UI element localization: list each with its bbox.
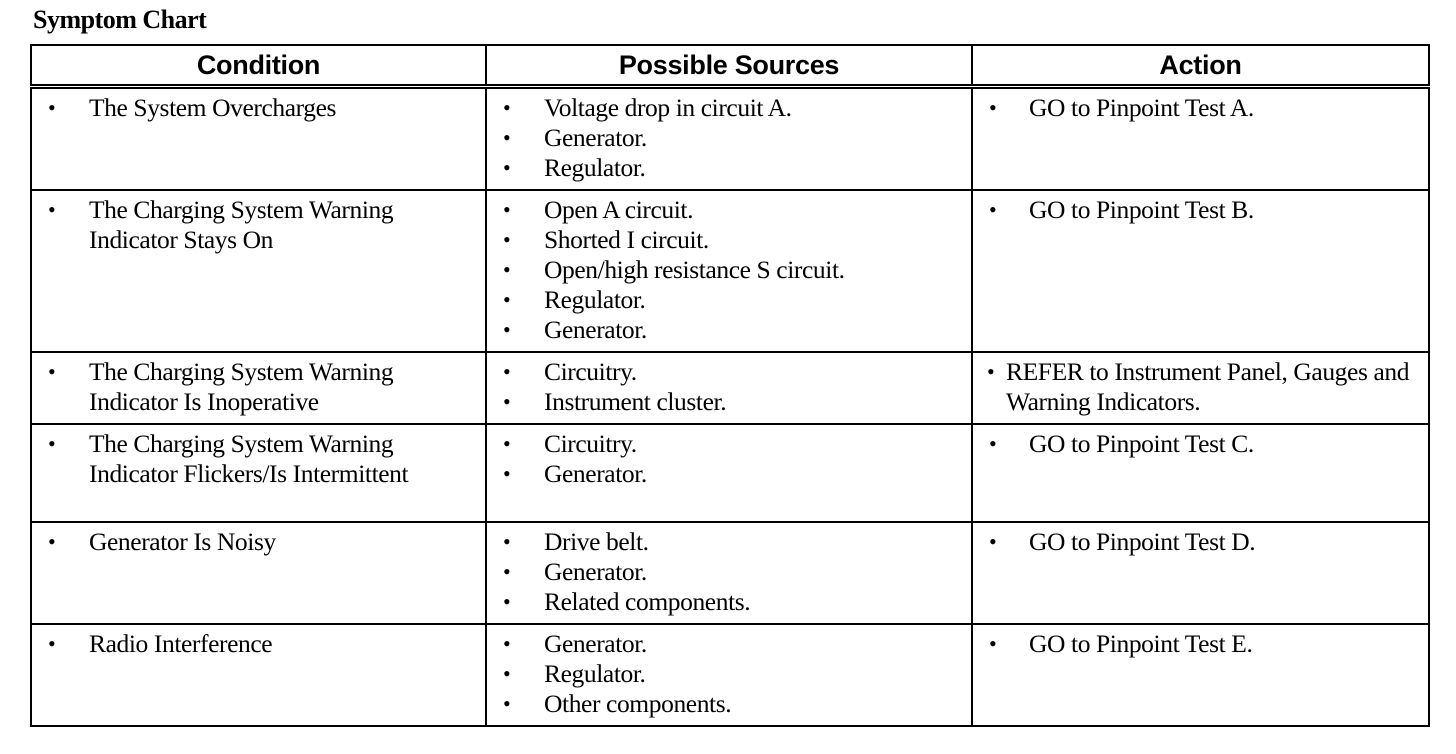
bullet-icon: •	[503, 197, 511, 222]
action-text: • GO to Pinpoint Test B.	[989, 195, 1254, 224]
symptom-table	[30, 44, 1430, 727]
bullet-icon: •	[503, 317, 511, 342]
bullet-icon: •	[503, 287, 511, 312]
table-row	[31, 624, 1429, 726]
source-item: • Circuitry.	[503, 429, 637, 458]
condition-cell	[31, 352, 486, 424]
bullet-icon: •	[48, 197, 56, 222]
condition-cell	[31, 190, 486, 352]
column-header-condition: Condition	[31, 45, 486, 87]
table-row	[31, 190, 1429, 352]
column-header-action: Action	[972, 45, 1429, 87]
table-header-row	[31, 45, 1429, 87]
condition-text: • Generator Is Noisy	[48, 527, 276, 556]
action-text: • GO to Pinpoint Test E.	[989, 629, 1253, 658]
condition-text: • The Charging System Warning Indicator Stays On	[48, 195, 394, 254]
table-row	[31, 352, 1429, 424]
column-header-possible-sources: Possible Sources	[486, 45, 972, 87]
source-item: • Generator.	[503, 557, 647, 586]
source-item: • Voltage drop in circuit A.	[503, 93, 792, 122]
condition-cell	[31, 624, 486, 726]
action-cell	[972, 424, 1429, 522]
source-item: • Generator.	[503, 315, 647, 344]
source-item: • Generator.	[503, 123, 647, 152]
bullet-icon: •	[503, 691, 511, 716]
bullet-icon: •	[503, 359, 511, 384]
bullet-icon: •	[48, 529, 56, 554]
bullet-icon: •	[989, 631, 997, 656]
bullet-icon: •	[503, 95, 511, 120]
bullet-icon: •	[48, 95, 56, 120]
bullet-icon: •	[989, 95, 997, 120]
bullet-icon: •	[503, 431, 511, 456]
table-row	[31, 424, 1429, 522]
action-text: • REFER to Instrument Panel, Gauges and Warning Indicators.	[987, 357, 1410, 416]
bullet-icon: •	[503, 257, 511, 282]
bullet-icon: •	[503, 631, 511, 656]
source-item: • Other components.	[503, 689, 732, 718]
sources-cell	[486, 190, 972, 352]
source-item: • Shorted I circuit.	[503, 225, 709, 254]
sources-cell	[486, 352, 972, 424]
condition-text: • The Charging System Warning Indicator Flickers/Is Intermittent	[48, 429, 409, 488]
condition-cell	[31, 424, 486, 522]
action-cell	[972, 522, 1429, 624]
bullet-icon: •	[503, 227, 511, 252]
bullet-icon: •	[48, 631, 56, 656]
bullet-icon: •	[48, 359, 56, 384]
bullet-icon: •	[987, 359, 995, 384]
source-item: • Regulator.	[503, 659, 646, 688]
condition-text: • The Charging System Warning Indicator Is Inoperative	[48, 357, 394, 416]
source-item: • Generator.	[503, 459, 647, 488]
bullet-icon: •	[503, 389, 511, 414]
bullet-icon: •	[48, 431, 56, 456]
table-row	[31, 87, 1429, 191]
action-cell	[972, 352, 1429, 424]
sources-cell	[486, 624, 972, 726]
bullet-icon: •	[503, 661, 511, 686]
bullet-icon: •	[989, 431, 997, 456]
source-item: • Open/high resistance S circuit.	[503, 255, 845, 284]
source-item: • Regulator.	[503, 153, 646, 182]
sources-cell	[486, 87, 972, 191]
action-cell	[972, 624, 1429, 726]
condition-text: • The System Overcharges	[48, 93, 337, 122]
bullet-icon: •	[503, 125, 511, 150]
bullet-icon: •	[503, 155, 511, 180]
source-item: • Related components.	[503, 587, 751, 616]
source-item: • Regulator.	[503, 285, 646, 314]
source-item: • Drive belt.	[503, 527, 649, 556]
sources-cell	[486, 424, 972, 522]
table-row	[31, 522, 1429, 624]
source-item: • Instrument cluster.	[503, 387, 727, 416]
bullet-icon: •	[503, 559, 511, 584]
source-item: • Generator.	[503, 629, 647, 658]
source-item: • Circuitry.	[503, 357, 637, 386]
bullet-icon: •	[503, 461, 511, 486]
condition-cell	[31, 522, 486, 624]
condition-cell	[31, 87, 486, 191]
page-title: Symptom Chart	[33, 5, 207, 34]
action-cell	[972, 190, 1429, 352]
bullet-icon: •	[503, 589, 511, 614]
action-text: • GO to Pinpoint Test C.	[989, 429, 1254, 458]
action-cell	[972, 87, 1429, 191]
bullet-icon: •	[503, 529, 511, 554]
condition-text: • Radio Interference	[48, 629, 273, 658]
action-text: • GO to Pinpoint Test A.	[989, 93, 1254, 122]
action-text: • GO to Pinpoint Test D.	[989, 527, 1256, 556]
bullet-icon: •	[989, 529, 997, 554]
bullet-icon: •	[989, 197, 997, 222]
sources-cell	[486, 522, 972, 624]
source-item: • Open A circuit.	[503, 195, 694, 224]
